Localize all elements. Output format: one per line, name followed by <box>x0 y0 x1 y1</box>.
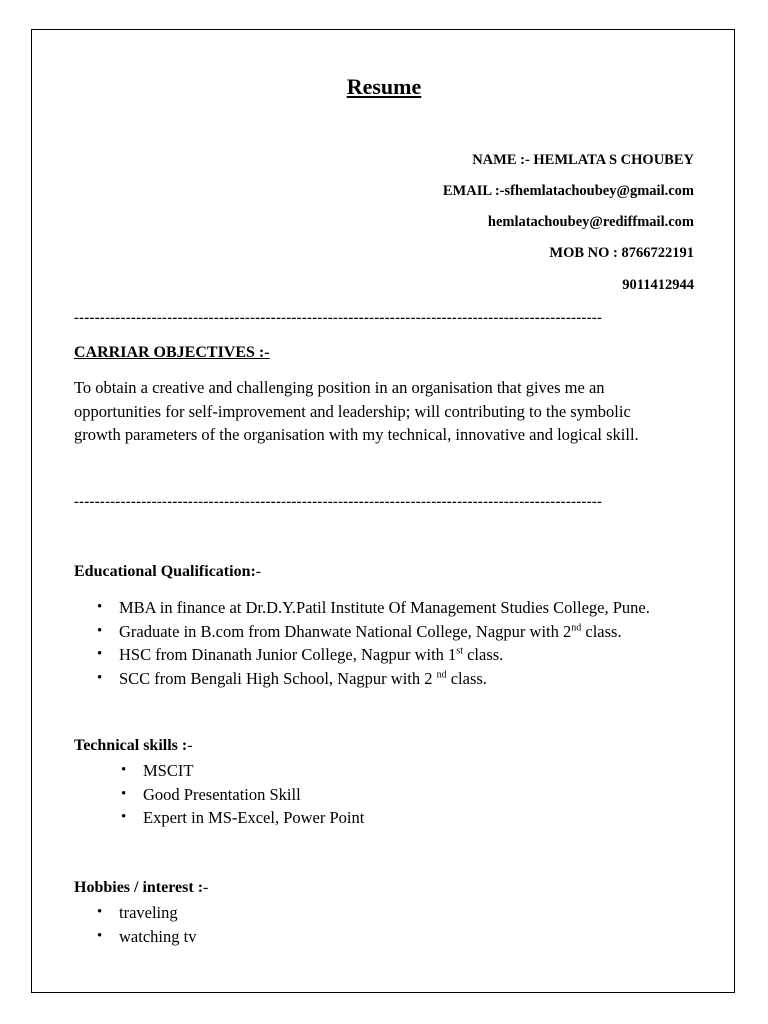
education-item-after: class. <box>446 668 487 688</box>
education-item-text: Graduate in B.com from Dhanwate National College, Nagpur with 2 <box>119 621 572 641</box>
bullet-icon: • <box>97 904 103 920</box>
objectives-line: opportunities for self-improvement and leadership; will contributing to the symbolic <box>74 401 631 421</box>
education-item-after: class. <box>462 645 504 664</box>
education-heading-text: Educational Qualification: <box>74 563 256 580</box>
education-item-sup: st <box>456 645 463 657</box>
divider-rule-top: ------------------------------------------------------------------------------------------------------ <box>74 310 603 326</box>
education-item-text: HSC from Dinanath Junior College, Nagpur with 1 <box>119 645 457 664</box>
name-line: NAME :- HEMLATA S CHOUBEY <box>472 152 694 168</box>
objectives-line: growth parameters of the organisation with my technical, innovative and logical skill. <box>74 425 639 444</box>
objectives-heading: CARRIAR OBJECTIVES :- <box>74 344 270 361</box>
technical-heading-text: Technical skills : <box>74 737 188 754</box>
education-item <box>97 643 689 667</box>
education-heading <box>74 563 261 581</box>
education-item-sup: nd <box>436 669 447 680</box>
objectives-line: To obtain a creative and challenging position in an organisation that gives me an <box>74 378 605 397</box>
objectives-paragraph <box>74 376 704 447</box>
technical-item <box>121 806 365 830</box>
bullet-icon: • <box>97 669 103 686</box>
resume-title: Resume <box>346 74 422 99</box>
email-line: EMAIL :-sfhemlatachoubey@gmail.com <box>442 183 694 199</box>
education-item-after: class. <box>581 621 622 641</box>
education-item <box>97 596 689 620</box>
education-list <box>97 596 689 690</box>
email-alt-line: hemlatachoubey@rediffmail.com <box>487 214 694 230</box>
hobbies-heading-suffix: - <box>203 879 209 896</box>
hobby-item-text: watching tv <box>119 926 197 946</box>
technical-item <box>121 759 364 783</box>
bullet-icon: • <box>97 927 103 944</box>
technical-list <box>121 759 365 830</box>
hobbies-heading-text: Hobbies / interest : <box>74 879 204 896</box>
hobby-item-text: traveling <box>119 903 178 922</box>
page-border <box>31 29 735 993</box>
education-heading-suffix: - <box>255 563 262 580</box>
education-item-text: SCC from Bengali High School, Nagpur with 2 <box>119 668 437 688</box>
education-item <box>97 667 689 691</box>
divider-rule-bottom: ------------------------------------------------------------------------------------------------------ <box>74 494 603 510</box>
technical-heading-suffix: - <box>187 737 193 754</box>
technical-heading <box>74 737 193 755</box>
hobby-item <box>97 901 196 925</box>
bullet-icon: • <box>121 809 127 825</box>
bullet-icon: • <box>121 785 127 802</box>
hobby-item <box>97 925 197 949</box>
mobile-line: MOB NO : 8766722191 <box>549 245 694 261</box>
education-item-sup: nd <box>571 622 582 633</box>
technical-item-text: Good Presentation Skill <box>143 784 301 804</box>
bullet-icon: • <box>97 599 103 615</box>
bullet-icon: • <box>121 762 127 778</box>
bullet-icon: • <box>97 622 103 639</box>
technical-item-text: MSCIT <box>143 761 194 780</box>
education-item <box>97 620 689 644</box>
hobbies-list <box>97 901 197 948</box>
bullet-icon: • <box>97 646 103 662</box>
technical-item <box>121 783 364 807</box>
education-item-text: MBA in finance at Dr.D.Y.Patil Institute Of Management Studies College, Pune. <box>119 598 650 617</box>
hobbies-heading <box>74 879 208 897</box>
mobile-alt-line: 9011412944 <box>622 277 694 293</box>
technical-item-text: Expert in MS-Excel, Power Point <box>143 808 365 827</box>
